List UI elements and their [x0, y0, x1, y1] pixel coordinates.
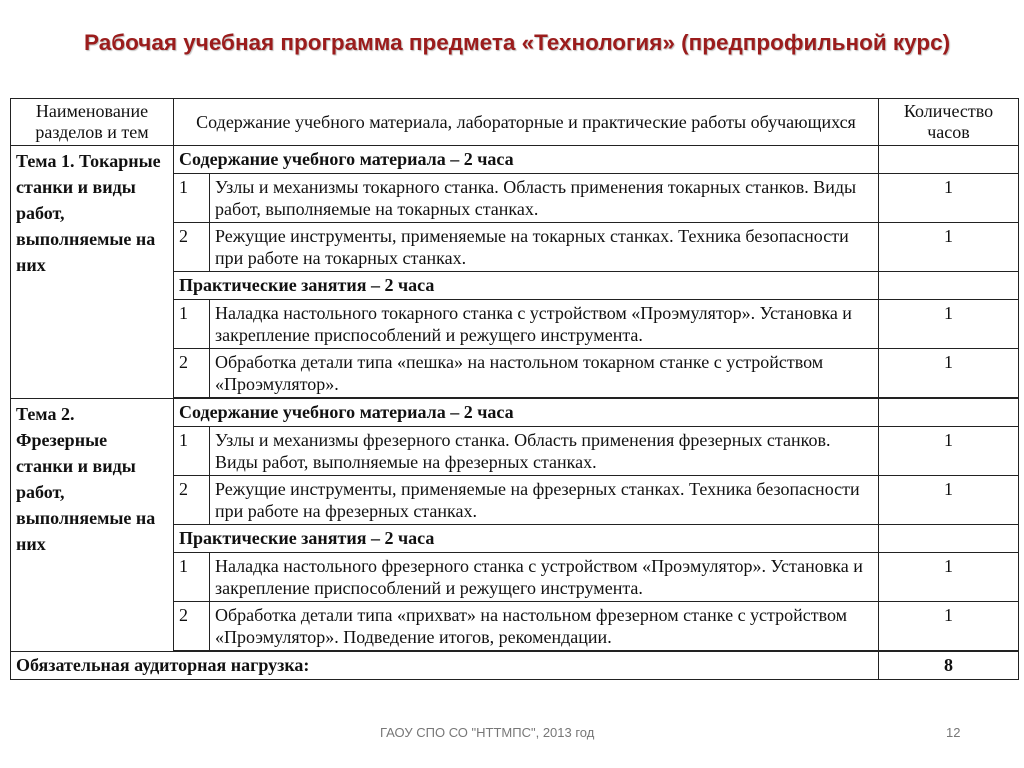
hours-cell: [879, 272, 1019, 300]
item-text: Режущие инструменты, применяемые на фрезерных станках. Техника безопасности при работе на фрезерных станках.: [210, 476, 879, 525]
item-text: Узлы и механизмы токарного станка. Область применения токарных станков. Виды работ, выполняемые на токарных станках.: [210, 174, 879, 223]
item-number: 1: [174, 300, 210, 349]
course-plan-table: [10, 98, 1019, 680]
item-text: Узлы и механизмы фрезерного станка. Область применения фрезерных станков. Виды работ, выполняемые на фрезерных станках.: [210, 427, 879, 476]
item-text: Наладка настольного фрезерного станка с устройством «Проэмулятор». Установка и закрепление приспособлений и режущего инструмента.: [210, 553, 879, 602]
total-hours: 8: [879, 652, 1019, 680]
item-text: Обработка детали типа «пешка» на настольном токарном станке с устройством «Проэмулятор».: [210, 349, 879, 398]
item-hours: 1: [879, 427, 1019, 476]
header-hours: Количество часов: [879, 99, 1019, 146]
item-hours: 1: [879, 349, 1019, 398]
item-hours: 1: [879, 602, 1019, 651]
footer-organization: ГАОУ СПО СО "НТТМПС", 2013 год: [380, 725, 595, 740]
hours-cell: [879, 525, 1019, 553]
theory-section-title: Содержание учебного материала – 2 часа: [174, 399, 879, 427]
item-text: Обработка детали типа «прихват» на настольном фрезерном станке с устройством «Проэмулятор». Подведение итогов, рекомендации.: [210, 602, 879, 651]
header-content: Содержание учебного материала, лабораторные и практические работы обучающихся: [174, 99, 879, 146]
slide-title: Рабочая учебная программа предмета «Технология» (предпрофильной курс): [84, 30, 951, 55]
practice-section-title: Практические занятия – 2 часа: [174, 272, 879, 300]
item-text: Режущие инструменты, применяемые на токарных станках. Техника безопасности при работе на токарных станках.: [210, 223, 879, 272]
item-text: Наладка настольного токарного станка с устройством «Проэмулятор». Установка и закрепление приспособлений и режущего инструмента.: [210, 300, 879, 349]
item-hours: 1: [879, 553, 1019, 602]
table-row: [11, 399, 1019, 427]
item-number: 1: [174, 553, 210, 602]
theory-section-title: Содержание учебного материала – 2 часа: [174, 146, 879, 174]
topic-name: Тема 1. Токарные станки и виды работ, выполняемые на них: [11, 146, 174, 399]
item-number: 2: [174, 223, 210, 272]
header-section: Наименование разделов и тем: [11, 99, 174, 146]
table-row: [11, 146, 1019, 174]
hours-cell: [879, 399, 1019, 427]
item-number: 2: [174, 602, 210, 651]
item-hours: 1: [879, 300, 1019, 349]
item-number: 1: [174, 427, 210, 476]
item-hours: 1: [879, 223, 1019, 272]
item-number: 2: [174, 349, 210, 398]
page-number: 12: [946, 725, 961, 740]
total-label: Обязательная аудиторная нагрузка:: [11, 652, 879, 680]
table-header-row: [11, 99, 1019, 146]
item-hours: 1: [879, 174, 1019, 223]
hours-cell: [879, 146, 1019, 174]
topic-name: Тема 2. Фрезерные станки и виды работ, выполняемые на них: [11, 399, 174, 652]
item-number: 2: [174, 476, 210, 525]
item-hours: 1: [879, 476, 1019, 525]
item-number: 1: [174, 174, 210, 223]
total-row: [11, 652, 1019, 680]
practice-section-title: Практические занятия – 2 часа: [174, 525, 879, 553]
